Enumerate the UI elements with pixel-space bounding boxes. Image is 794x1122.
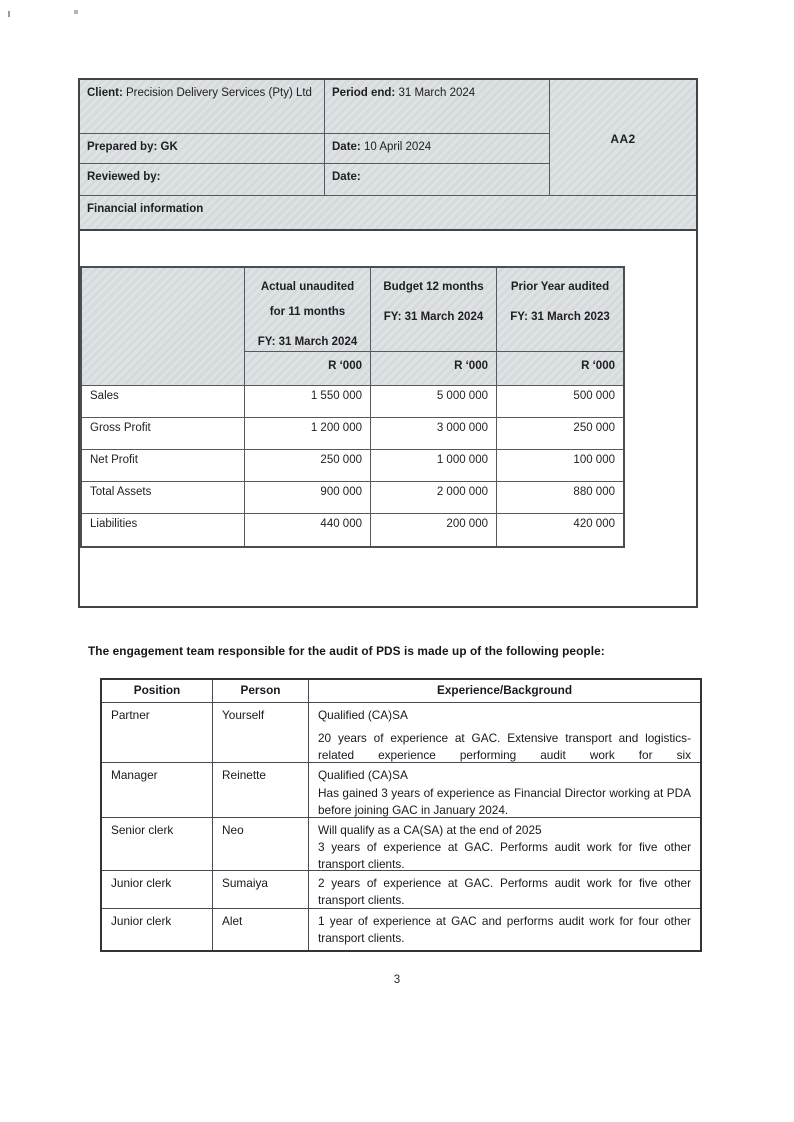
team-experience: Qualified (CA)SA 20 years of experience at GAC. Extensive transport and logistics-related experience performing audit work for six [309, 703, 700, 763]
team-person: Reinette [213, 763, 309, 818]
row-label-sales: Sales [82, 386, 245, 418]
net-profit-prior: 100 000 [497, 450, 623, 482]
engagement-team-table [100, 678, 702, 952]
team-person: Sumaiya [213, 871, 309, 909]
row-label-net-profit: Net Profit [82, 450, 245, 482]
engagement-team-intro: The engagement team responsible for the audit of PDS is made up of the following people: [88, 644, 605, 658]
client-value: Precision Delivery Services (Pty) Ltd [125, 87, 312, 99]
column-header-prior-year: Prior Year audited FY: 31 March 2023 [497, 268, 623, 352]
total-assets-prior: 880 000 [497, 482, 623, 514]
client-label: Client: [87, 87, 123, 99]
team-header-position: Position [102, 680, 213, 703]
prepared-date-label: Date: [332, 141, 361, 153]
reviewed-by-label: Reviewed by: [87, 171, 161, 183]
period-end-label: Period end: [332, 87, 396, 99]
gross-profit-budget: 3 000 000 [371, 418, 497, 450]
team-person: Alet [213, 909, 309, 950]
team-person: Neo [213, 818, 309, 871]
team-experience: Will qualify as a CA(SA) at the end of 2025 3 years of experience at GAC. Performs audit work for five other transport clients. [309, 818, 700, 871]
team-header-experience: Experience/Background [309, 680, 700, 703]
team-position: Junior clerk [102, 871, 213, 909]
reviewed-date-label: Date: [332, 171, 361, 183]
financial-table [80, 266, 625, 548]
reviewed-date-cell [325, 164, 550, 196]
period-end-cell [325, 80, 550, 134]
prepared-by-cell [80, 134, 325, 164]
team-experience: 2 years of experience at GAC. Performs audit work for five other transport clients. [309, 871, 700, 909]
period-end-value: 31 March 2024 [398, 87, 476, 99]
total-assets-actual: 900 000 [245, 482, 371, 514]
team-position: Manager [102, 763, 213, 818]
column-header-budget: Budget 12 months FY: 31 March 2024 [371, 268, 497, 352]
row-label-liabilities: Liabilities [82, 514, 245, 546]
gross-profit-actual: 1 200 000 [245, 418, 371, 450]
liabilities-budget: 200 000 [371, 514, 497, 546]
reference-cell [550, 80, 696, 196]
page-number: 3 [393, 974, 401, 986]
reference-code: AA2 [610, 131, 636, 146]
team-header-person: Person [213, 680, 309, 703]
prepared-by-label: Prepared by: [87, 141, 158, 153]
reviewed-by-cell [80, 164, 325, 196]
unit-cell: R ‘000 [497, 352, 623, 386]
unit-cell: R ‘000 [245, 352, 371, 386]
prepared-date-cell [325, 134, 550, 164]
team-experience: Qualified (CA)SA Has gained 3 years of experience as Financial Director working at PDA before joining GAC in January 2024. [309, 763, 700, 818]
team-experience: 1 year of experience at GAC and performs audit work for four other transport clients. [318, 914, 691, 945]
scan-artifact [8, 11, 10, 17]
total-assets-budget: 2 000 000 [371, 482, 497, 514]
sales-actual: 1 550 000 [245, 386, 371, 418]
team-person: Yourself [213, 703, 309, 763]
client-cell [80, 80, 325, 134]
financial-table-corner-cell [82, 268, 245, 386]
net-profit-budget: 1 000 000 [371, 450, 497, 482]
liabilities-prior: 420 000 [497, 514, 623, 546]
prepared-date-value: 10 April 2024 [363, 141, 432, 153]
column-header-actual: Actual unaudited for 11 months FY: 31 March 2024 [245, 268, 371, 352]
sales-prior: 500 000 [497, 386, 623, 418]
unit-cell: R ‘000 [371, 352, 497, 386]
scan-artifact [74, 10, 78, 14]
net-profit-actual: 250 000 [245, 450, 371, 482]
row-label-gross-profit: Gross Profit [82, 418, 245, 450]
liabilities-actual: 440 000 [245, 514, 371, 546]
workpaper-header-table [78, 78, 698, 231]
team-position: Senior clerk [102, 818, 213, 871]
team-position: Junior clerk [102, 909, 213, 950]
section-title: Financial information [80, 196, 696, 229]
gross-profit-prior: 250 000 [497, 418, 623, 450]
sales-budget: 5 000 000 [371, 386, 497, 418]
prepared-by-value: GK [160, 141, 178, 153]
row-label-total-assets: Total Assets [82, 482, 245, 514]
team-position: Partner [102, 703, 213, 763]
